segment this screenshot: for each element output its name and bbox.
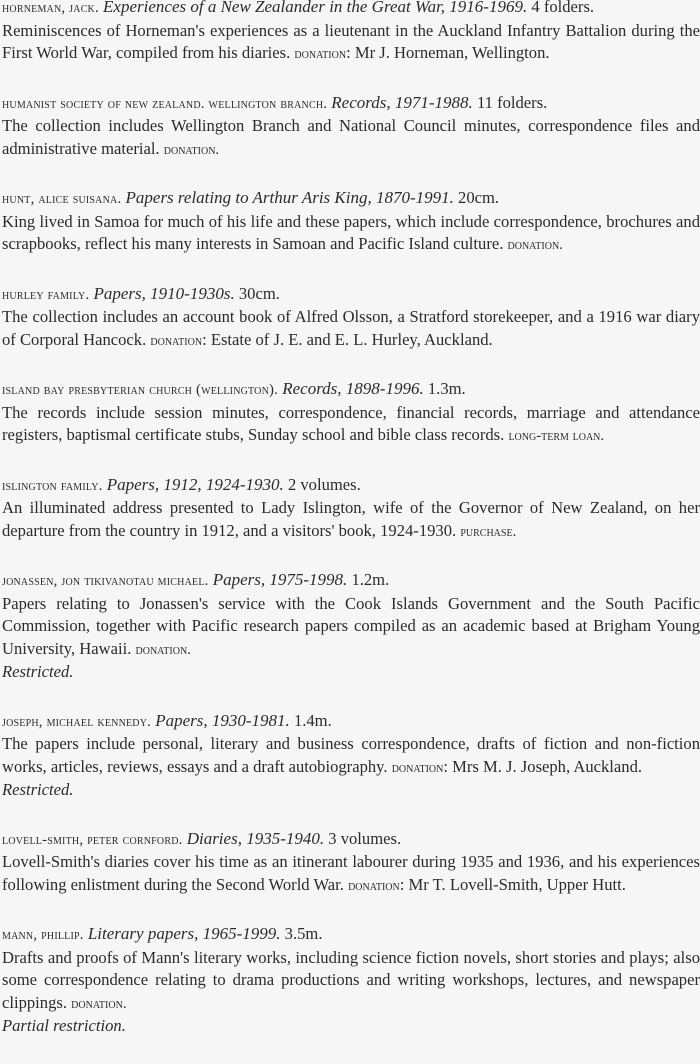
entry-name: island bay presbyterian church (wellington). [2,382,279,398]
entry-name: hunt, alice suisana. [2,191,122,207]
entry-extent: 3.5m. [284,924,323,943]
entry-extent: 3 volumes. [328,828,402,848]
entry-donor: : Estate of J. E. and E. L. Hurley, Auckland. [202,329,493,349]
entry-description-block [2,402,700,448]
catalogue-entry [0,923,700,1038]
entry-description-block [2,497,700,543]
entry-name: lovell-smith, peter cornford. [2,831,183,848]
entry-heading [2,923,700,947]
entry-name: islington family. [2,477,103,494]
entry-title: Diaries, 1935-1940. [186,828,325,848]
entry-title: Literary papers, 1965-1999. [87,924,281,943]
entry-acquisition: donation. [507,237,563,253]
entry-name: joseph, michael kennedy. [2,713,152,730]
entry-description: The collection includes Wellington Branch and National Council minutes, correspondence files and administrative material. [2,116,700,158]
entry-donor: : Mr J. Horneman, Wellington. [346,43,550,62]
catalogue-entry [0,378,700,448]
entry-heading [2,187,700,211]
catalogue-entry [0,474,700,544]
entry-description: King lived in Samoa for much of his life and these papers, which include correspondence, brochures and scrapbooks, reflect his many interests in Samoan and Pacific Island culture. [2,211,700,253]
entry-title: Papers, 1930-1981. [155,710,290,730]
entry-acquisition: donation [150,332,203,349]
catalogue-entry [0,828,700,898]
entry-description: The collection includes an account book of Alfred Olsson, a Stratford storekeeper, and a 1916 war diary of Corporal Hancock. [2,307,700,349]
entry-heading [2,283,700,307]
entry-title: Papers relating to Arthur Aris King, 1870-1991. [125,188,454,207]
entry-heading [2,0,700,20]
entry-heading [2,474,700,498]
entry-name: hurley family. [2,286,90,303]
entry-description-block [2,115,700,161]
entry-title: Papers, 1975-1998. [212,570,348,589]
entry-description: The records include session minutes, correspondence, financial records, marriage and attendance registers, baptismal certificate stubs, Sunday school and bible class records. [2,402,700,444]
entry-acquisition: donation. [71,995,127,1012]
entry-description: Lovell-Smith's diaries cover his time as an itinerant labourer during 1935 and 1936, and his experiences following enlistment during the Second World War. [2,852,700,894]
entry-description-block [2,593,700,662]
entry-heading [2,710,700,734]
entry-extent: 1.3m. [427,379,466,398]
entry-description: The papers include personal, literary and business correspondence, drafts of fiction and non-fiction works, articles, reviews, essays and a draft autobiography. [2,734,700,776]
entry-extent: 20cm. [458,188,500,207]
entry-title: Papers, 1912, 1924-1930. [106,474,284,494]
entry-description-block [2,211,700,257]
entry-description: Drafts and proofs of Mann's literary works, including science fiction novels, short stories and plays; also some correspondence relating to drama productions and writing workshops, lectures, and newspaper clippings. [2,947,700,1012]
entry-acquisition: donation [294,46,347,62]
entry-extent: 4 folders. [531,0,595,16]
entry-extent: 11 folders. [476,92,548,112]
entry-description: Reminiscences of Horneman's experiences as a lieutenant in the Auckland Infantry Battalion during the First World War, compiled from his diaries. [2,20,700,62]
entry-name: humanist society of new zealand. wellington branch. [2,95,328,112]
entry-title: Records, 1971-1988. [331,92,473,112]
catalogue-entry [0,187,700,257]
entry-extent: 30cm. [238,283,280,303]
entry-restriction: Restricted. [2,662,74,681]
catalogue-entry [0,92,700,162]
catalogue-entry [0,0,700,66]
entry-acquisition: donation. [135,641,191,658]
entry-acquisition: long-term loan. [508,428,605,444]
catalogue-entry [0,569,700,684]
entry-title: Experiences of a New Zealander in the Great War, 1916-1969. [103,0,528,16]
entry-donor: : Mrs M. J. Joseph, Auckland. [443,756,643,776]
entry-extent: 2 volumes. [287,474,361,494]
entry-restriction: Restricted. [2,780,74,799]
entry-heading [2,378,700,402]
entry-description-block [2,20,700,66]
entry-name: horneman, jack. [2,0,99,16]
entry-title: Papers, 1910-1930s. [93,283,235,303]
entry-description-block [2,733,700,779]
catalogue-entry [0,710,700,802]
entry-name: jonassen, jon tikivanotau michael. [2,573,209,589]
entry-heading [2,569,700,593]
entry-description: An illuminated address presented to Lady Islington, wife of the Governor of New Zealand, on her departure from the country in 1912, and a visitors' book, 1924-1930. [2,498,700,540]
entry-description-block [2,306,700,352]
entry-acquisition: donation [348,877,400,894]
entry-donor: : Mr T. Lovell-Smith, Upper Hutt. [399,874,626,894]
entry-acquisition: purchase. [460,523,517,540]
entry-name: mann, phillip. [2,927,84,943]
entry-extent: 1.4m. [293,710,332,730]
catalogue-entry [0,283,700,353]
entry-acquisition: donation [391,759,444,776]
entry-description-block [2,851,700,897]
entry-description-block [2,947,700,1016]
entry-heading [2,92,700,116]
entry-heading [2,828,700,852]
entry-extent: 1.2m. [351,570,390,589]
entry-title: Records, 1898-1996. [282,379,424,398]
entry-description: Papers relating to Jonassen's service with the Cook Islands Government and the South Pacific Commission, together with Pacific research papers compiled as an academic based at Brigham Young University, Hawaii. [2,593,700,658]
entry-restriction: Partial restriction. [2,1016,126,1035]
entry-acquisition: donation. [163,141,220,158]
